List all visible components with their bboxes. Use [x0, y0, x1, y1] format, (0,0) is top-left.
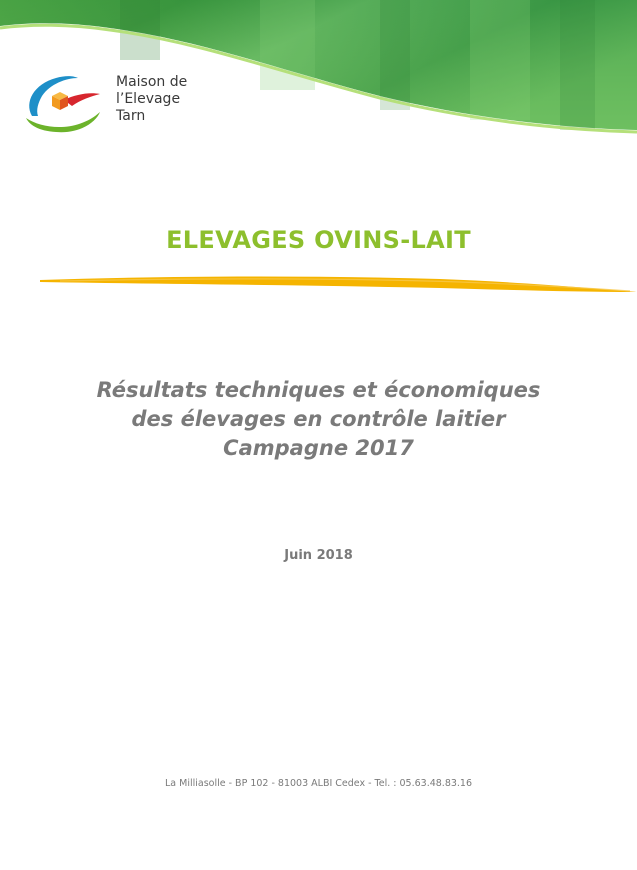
- title-underline-stroke: [40, 274, 637, 298]
- document-date: Juin 2018: [284, 548, 353, 563]
- logo-line-2: l’Elevage: [116, 91, 181, 107]
- footer-address: La Milliasolle - BP 102 - 81003 ALBI Cedex - Tel. : 05.63.48.83.16: [164, 778, 473, 789]
- logo-line-1: Maison de: [116, 74, 188, 90]
- maison-elevage-logo: [22, 72, 104, 134]
- document-title: ELEVAGES OVINS-LAIT: [166, 226, 471, 254]
- logo-line-3: Tarn: [116, 108, 146, 124]
- document-subtitle: [0, 376, 637, 463]
- subtitle-line-3: Campagne 2017: [223, 436, 414, 460]
- logo-text: [116, 74, 187, 125]
- subtitle-line-1: Résultats techniques et économiques: [96, 378, 541, 402]
- subtitle-line-2: des élevages en contrôle laitier: [131, 407, 506, 431]
